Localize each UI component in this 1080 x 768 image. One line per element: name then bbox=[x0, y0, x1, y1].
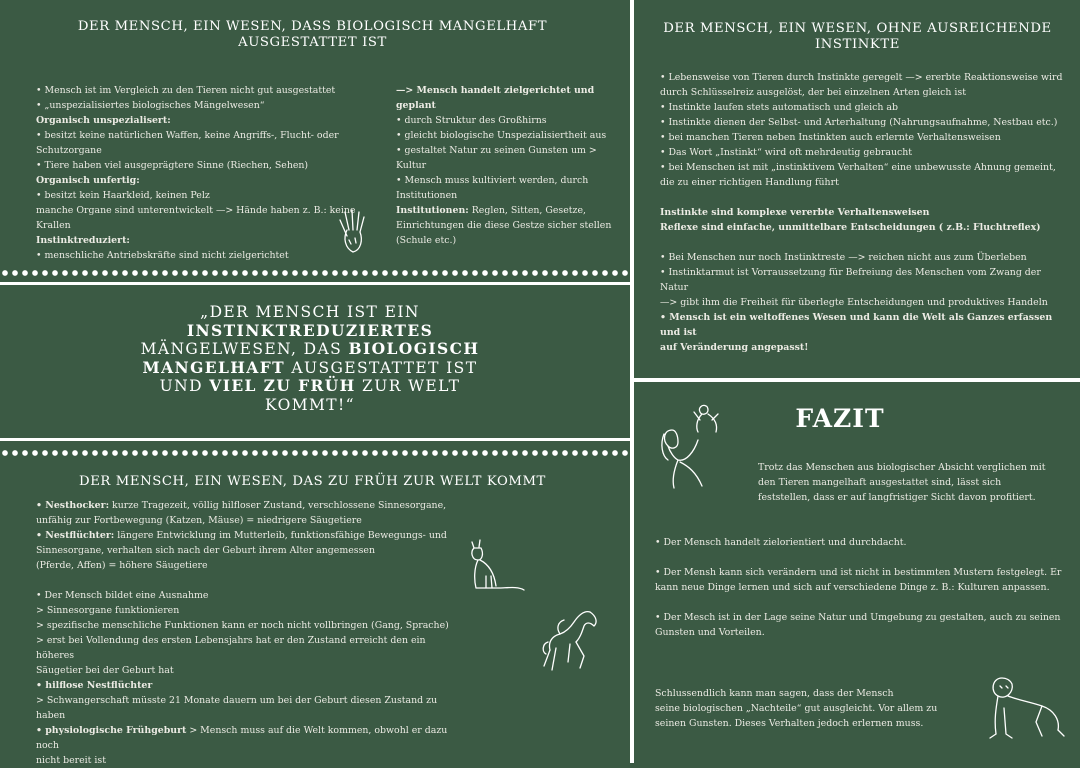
hand-sketch-icon bbox=[335, 208, 371, 256]
section-instinkte-title: DER MENSCH, EIN WESEN, OHNE AUSREICHENDE INSTINKTE bbox=[663, 21, 1052, 52]
fazit-closing bbox=[655, 686, 975, 731]
list-line: • durch Struktur des Großhirns bbox=[396, 115, 547, 126]
list-line: • Lebensweise von Tieren durch Instinkte geregelt —> ererbte Reaktionsweise wird bbox=[660, 72, 1063, 83]
list-line: • besitzt keine natürlichen Waffen, keine Angriffs-, Flucht- oder Schutzorgane bbox=[36, 130, 339, 156]
text-line: • Der Mensch handelt zielorientiert und durchdacht. bbox=[655, 537, 907, 548]
list-line: • gleicht biologische Unspezialisiertheit aus bbox=[396, 130, 607, 141]
fazit-point-2 bbox=[655, 565, 1070, 595]
list-line: • bei Menschen ist mit „instinktivem Verhalten“ eine unbewusste Ahnung gemeint, bbox=[660, 162, 1056, 173]
horizontal-divider-right bbox=[634, 378, 1080, 382]
list-line: • menschliche Antriebskräfte sind nicht zielgerichtet bbox=[36, 250, 289, 261]
list-line: Organisch unfertig: bbox=[36, 175, 140, 186]
list-line: > Sinnesorgane funktionieren bbox=[36, 605, 180, 616]
list-line: • gestaltet Natur zu seinen Gunsten um > bbox=[396, 145, 597, 156]
list-line: • besitzt kein Haarkleid, keinen Pelz bbox=[36, 190, 210, 201]
bold-line: Instinkte sind komplexe vererbte Verhaltensweisen bbox=[660, 207, 930, 218]
list-line: Organisch unspezialisert: bbox=[36, 115, 171, 126]
text-line: Trotz das Menschen aus biologischer Absicht verglichen mit bbox=[758, 462, 1046, 473]
text-line: Gunsten und Vorteilen. bbox=[655, 627, 765, 638]
dotted-divider-bottom bbox=[0, 448, 630, 458]
divider-line-top bbox=[0, 282, 630, 285]
bold-line: • Mensch ist ein weltoffenes Wesen und kann die Welt als Ganzes erfassen und ist bbox=[660, 312, 1053, 338]
section-frueh-list: • Nesthocker: kurze Tragezeit, völlig hilfloser Zustand, verschlossene Sinnesorgane, unfähig zur Fortbewegung (Katzen, Mäuse) = niedrigere Säugetiere • Nestflüchter: längere Entwicklung im Mutterleib, funktionsfähige Bewegungs- und Sinnesorgane, verhalten sich nach der Geburt ihrem Alter angemessen (Pferde, Affen) = höhere Säugetiere • Der Mensch bildet eine Ausnahme > Sinnesorgane funktionieren > spezifische menschliche Funktionen kann er noch nicht vollbringen (Gang, Sprache) > erst bei Vollendung des ersten Lebensjahrs hat er den Zustand erreicht den ein höheres Säugetier bei der Geburt hat • hilflose Nestflüchter > Schwangerschaft müsste 21 Monate dauern um bei der Geburt diesen Zustand zu haben • physiologische Frühgeburt > Mensch muss auf die Welt kommen, obwohl er dazu noch nicht bereit ist bbox=[36, 498, 456, 768]
text-line: feststellen, dass er auf langfristiger Sicht davon profitiert. bbox=[758, 492, 1036, 503]
fazit-title: FAZIT bbox=[795, 404, 885, 433]
list-line: > spezifische menschliche Funktionen kann er noch nicht vollbringen (Gang, Sprache) bbox=[36, 620, 449, 631]
list-line: • „unspezialisiertes biologisches Mängelwesen“ bbox=[36, 100, 265, 111]
cat-sketch-icon bbox=[466, 536, 528, 592]
list-line: • Instinktarmut ist Vorraussetzung für Befreiung des Menschen vom Zwang der bbox=[660, 267, 1041, 278]
list-line: • Der Mensch bildet eine Ausnahme bbox=[36, 590, 209, 601]
list-line: • Bei Menschen nur noch Instinktreste —> reichen nicht aus zum Überleben bbox=[660, 252, 1027, 263]
list-line: Kultur bbox=[396, 160, 427, 171]
mother-child-sketch-icon bbox=[656, 400, 732, 490]
bold-line: Reflexe sind einfache, unmittelbare Entscheidungen ( z.B.: Fluchtreflex) bbox=[660, 222, 1041, 233]
text-line: seinen Gunsten. Dieses Verhalten jedoch erlernen muss. bbox=[655, 718, 924, 729]
list-line: Natur bbox=[660, 282, 689, 293]
list-line: manche Organe sind unterentwickelt —> Hände haben z. B.: keine Krallen bbox=[36, 205, 356, 231]
list-line: • Das Wort „Instinkt“ wird oft mehrdeutig gebraucht bbox=[660, 147, 913, 158]
list-line: > erst bei Vollendung des ersten Lebensjahrs hat er den Zustand erreicht den ein höheres bbox=[36, 635, 426, 661]
fazit-point-1 bbox=[655, 535, 1070, 550]
crawling-baby-sketch-icon bbox=[984, 672, 1068, 744]
list-line: Säugetier bei der Geburt hat bbox=[36, 665, 174, 676]
list-line: (Schule etc.) bbox=[396, 235, 457, 246]
list-line: Institutionen bbox=[396, 190, 458, 201]
text-line: Schlussendlich kann man sagen, dass der Mensch bbox=[655, 688, 894, 699]
list-line: • Tiere haben viel ausgeprägtere Sinne (Riechen, Sehen) bbox=[36, 160, 309, 171]
text-line: kann neue Dinge lernen und sich auf verschiedene Dinge z. B.: Kulturen anpassen. bbox=[655, 582, 1050, 593]
section-mangelhaft-title: DER MENSCH, EIN WESEN, DASS BIOLOGISCH MANGELHAFT AUSGESTATTET IST bbox=[77, 19, 548, 50]
list-line: • Instinkte dienen der Selbst- und Arterhaltung (Nahrungsaufnahme, Nestbau etc.) bbox=[660, 117, 1058, 128]
central-quote: „DER MENSCH IST EIN INSTINKTREDUZIERTES MÄNGELWESEN, DAS BIOLOGISCH MANGELHAFT AUSGESTATTET IST UND VIEL ZU FRÜH ZUR WELT KOMMT!“ bbox=[140, 303, 480, 414]
section-mangelhaft-right-list: —> Mensch handelt zielgerichtet und geplant • durch Struktur des Großhirns • gleicht biologische Unspezialisiertheit aus • gestaltet Natur zu seinen Gunsten um > Kultur • Mensch muss kultiviert werden, durch Institutionen Institutionen: Reglen, Sitten, Gesetze, Einrichtungen die diese Gestze sicher stellen (Schule etc.) bbox=[396, 83, 626, 248]
heading-zielgerichtet: —> Mensch handelt zielgerichtet und geplant bbox=[396, 85, 595, 111]
fazit-intro bbox=[758, 460, 1058, 505]
institutionen-label: Institutionen: bbox=[396, 205, 469, 216]
section-instinkte-list bbox=[660, 70, 1072, 355]
list-line: Einrichtungen die diese Gestze sicher stellen bbox=[396, 220, 612, 231]
text-line: • Der Mensh kann sich verändern und ist nicht in bestimmten Mustern festgelegt. Er bbox=[655, 567, 1062, 578]
list-line: • bei manchen Tieren neben Instinkten auch erlernte Verhaltensweisen bbox=[660, 132, 1001, 143]
dotted-divider-top bbox=[0, 268, 630, 278]
text-line: • Der Mesch ist in der Lage seine Natur und Umgebung zu gestalten, auch zu seinen bbox=[655, 612, 1061, 623]
horse-sketch-icon bbox=[540, 608, 602, 674]
bold-line: auf Veränderung angepasst! bbox=[660, 342, 809, 353]
fazit-point-3 bbox=[655, 610, 1070, 640]
list-line: • Mensch muss kultiviert werden, durch bbox=[396, 175, 589, 186]
divider-line-bottom bbox=[0, 438, 630, 441]
section-frueh-title: DER MENSCH, EIN WESEN, DAS ZU FRÜH ZUR WELT KOMMT bbox=[79, 474, 546, 489]
list-line: Instinktreduziert: bbox=[36, 235, 130, 246]
list-line: • Mensch ist im Vergleich zu den Tieren nicht gut ausgestattet bbox=[36, 85, 336, 96]
list-line: durch Schlüsselreiz ausgelöst, der bei einzelnen Arten gleich ist bbox=[660, 87, 967, 98]
list-line: die zu einer richtigen Handlung führt bbox=[660, 177, 839, 188]
list-line: • Instinkte laufen stets automatisch und gleich ab bbox=[660, 102, 899, 113]
text-line: seine biologischen „Nachteile“ gut ausgleicht. Vor allem zu bbox=[655, 703, 938, 714]
text-line: den Tieren mangelhaft ausgestattet sind, lässt sich bbox=[758, 477, 1002, 488]
list-line: —> gibt ihm die Freiheit für überlegte Entscheidungen und produktives Handeln bbox=[660, 297, 1048, 308]
